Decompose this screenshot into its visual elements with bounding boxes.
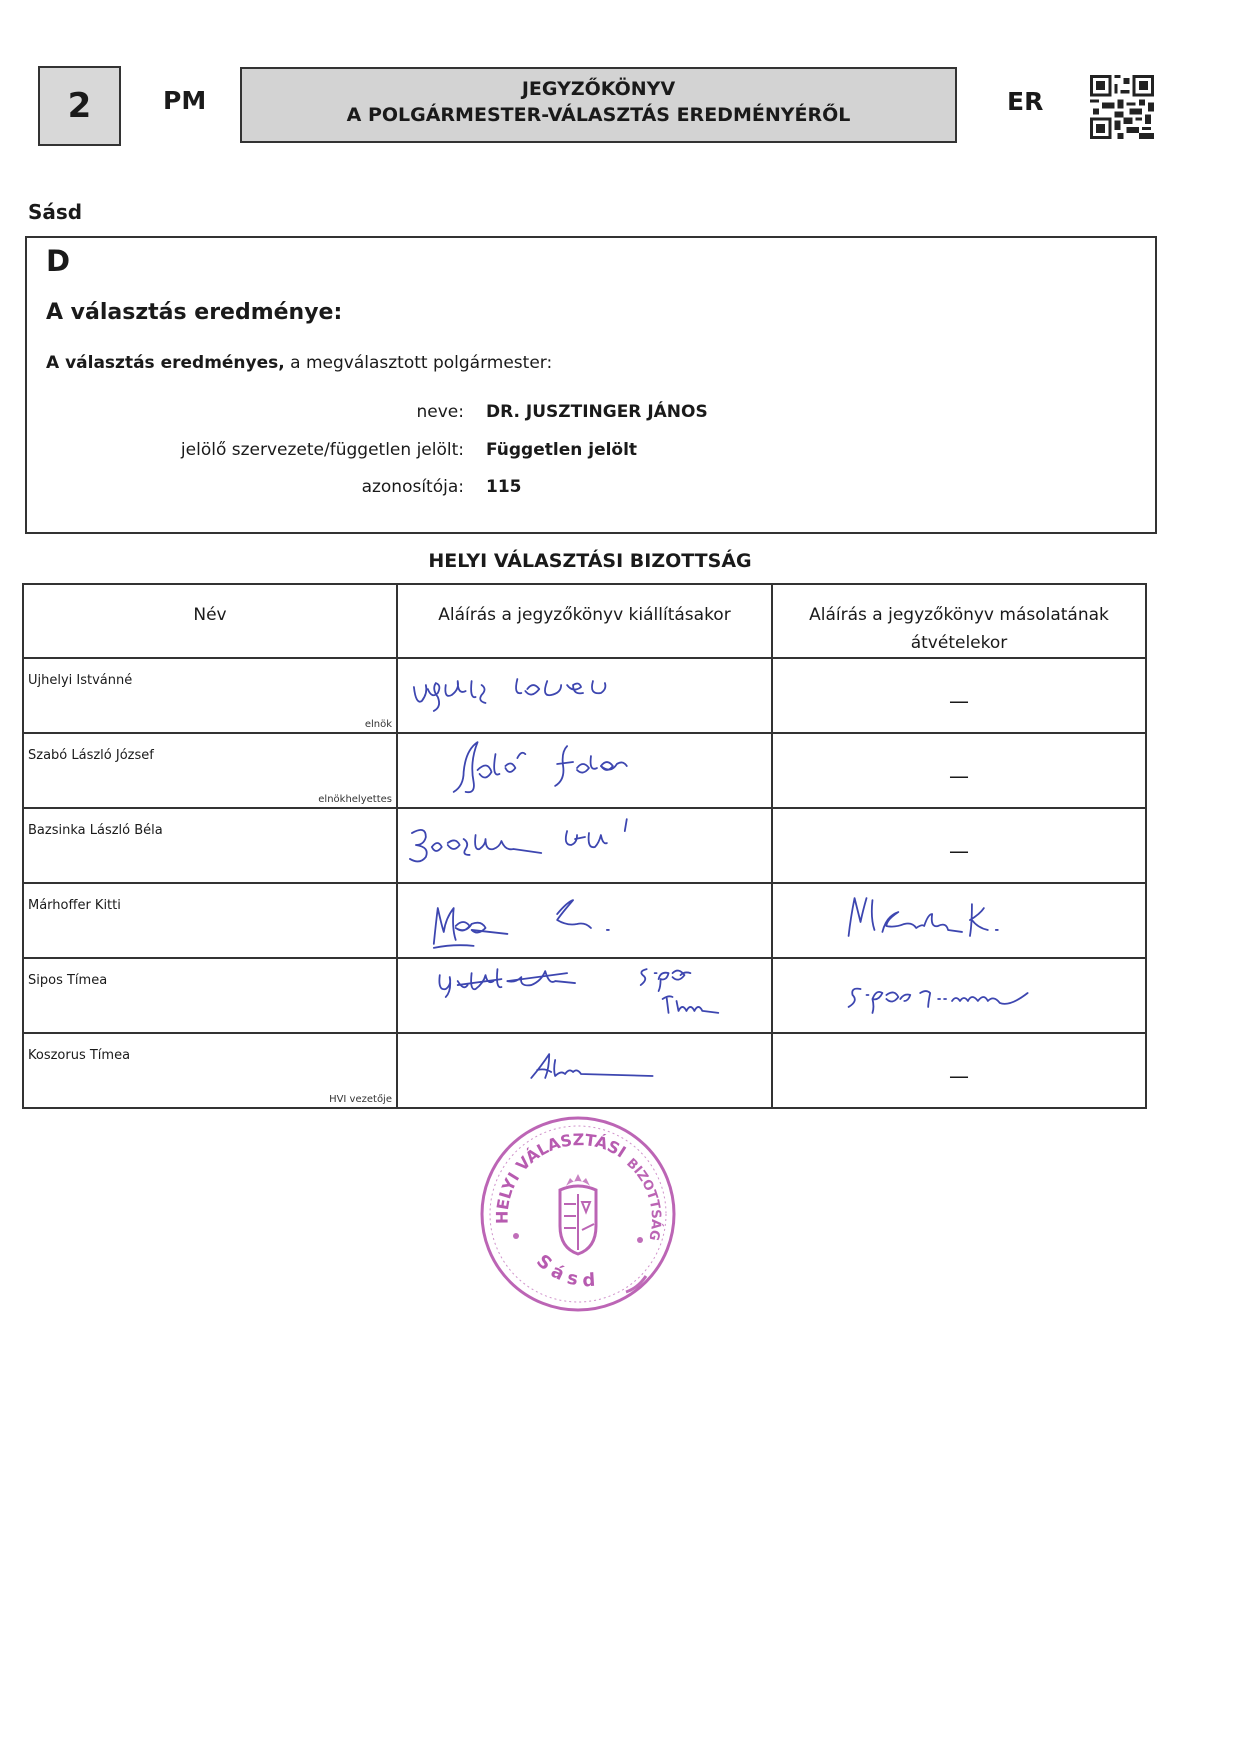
signature-cell (397, 808, 772, 883)
mayor-name-value: DR. JUSZTINGER JÁNOS (486, 402, 708, 422)
table-row (23, 1033, 1146, 1108)
svg-text:Sásd (532, 1251, 602, 1292)
member-cell (23, 658, 397, 733)
nominating-org-label: jelölő szervezete/független jelölt: (180, 440, 464, 460)
member-role: elnök (364, 719, 392, 730)
member-role: elnökhelyettes (318, 794, 392, 805)
copy-signature-cell (772, 658, 1146, 733)
no-signature-dash: — (949, 1064, 969, 1088)
nominating-org-value: Független jelölt (486, 440, 638, 460)
member-name: Ujhelyi Istvánné (28, 673, 133, 688)
copy-signature-cell (772, 1033, 1146, 1108)
member-cell (23, 1033, 397, 1108)
stamp-text-right: BIZOTTSÁG (623, 1155, 664, 1242)
handwritten-signature (773, 884, 1145, 957)
signature-table (22, 583, 1147, 1109)
signature-cell (397, 883, 772, 958)
no-signature-dash: — (949, 839, 969, 863)
table-row (23, 958, 1146, 1033)
section-heading: A választás eredménye: (46, 300, 343, 325)
signature-cell (397, 733, 772, 808)
member-role: HVI vezetője (329, 1094, 392, 1105)
svg-text:BIZOTTSÁG (623, 1156, 664, 1242)
mayor-name-label: neve: (416, 402, 464, 422)
member-name: Bazsinka László Béla (28, 823, 163, 838)
no-signature-dash: — (949, 689, 969, 713)
settlement-name: Sásd (28, 200, 83, 224)
result-statement-bold: A választás eredményes, (46, 353, 285, 373)
member-name: Szabó László József (28, 748, 154, 763)
qr-code-icon (1090, 74, 1154, 140)
copy-signature-cell (772, 958, 1146, 1033)
section-letter: D (46, 244, 71, 278)
table-row (23, 883, 1146, 958)
document-title-line2: A POLGÁRMESTER-VÁLASZTÁS EREDMÉNYÉRŐL (346, 104, 851, 126)
table-row (23, 733, 1146, 808)
member-cell (23, 883, 397, 958)
column-header-signature-copy (772, 584, 1146, 658)
member-name: Koszorus Tímea (28, 1048, 131, 1063)
coat-of-arms-icon (560, 1174, 596, 1254)
copy-signature-cell (772, 883, 1146, 958)
table-row (23, 808, 1146, 883)
column-header-name: Név (23, 584, 397, 658)
signature-cell (397, 958, 772, 1033)
document-title (240, 67, 957, 143)
handwritten-signature (398, 1034, 771, 1107)
signature-cell (397, 658, 772, 733)
form-code-right: ER (1007, 87, 1044, 116)
stamp-text-bottom: Sásd (532, 1250, 602, 1292)
candidate-id-label: azonosítója: (361, 477, 464, 497)
result-statement (46, 353, 552, 373)
handwritten-signature (398, 659, 771, 732)
handwritten-signature (398, 884, 771, 957)
handwritten-signature (398, 809, 771, 882)
signature-cell (397, 1033, 772, 1108)
handwritten-signature (773, 959, 1145, 1032)
column-header-signature-copy-text: Aláírás a jegyzőkönyv másolatának átvételekor (809, 605, 1109, 653)
stamp-text-top: HELYI VÁLASZTÁSI (492, 1130, 630, 1225)
table-header-row (23, 584, 1146, 658)
candidate-id-value: 115 (486, 477, 522, 497)
form-code-left: PM (163, 86, 207, 115)
committee-title: HELYI VÁLASZTÁSI BIZOTTSÁG (428, 550, 752, 572)
member-name: Márhoffer Kitti (28, 898, 121, 913)
member-cell (23, 808, 397, 883)
copy-signature-cell (772, 808, 1146, 883)
table-row (23, 658, 1146, 733)
committee-stamp-icon (476, 1112, 680, 1316)
handwritten-signature (398, 959, 771, 1032)
handwritten-signature (398, 734, 771, 807)
column-header-signature-issue: Aláírás a jegyzőkönyv kiállításakor (397, 584, 772, 658)
form-number: 2 (38, 66, 121, 146)
member-cell (23, 733, 397, 808)
no-signature-dash: — (949, 764, 969, 788)
copy-signature-cell (772, 733, 1146, 808)
result-statement-rest: a megválasztott polgármester: (284, 353, 553, 373)
member-name: Sipos Tímea (28, 973, 108, 988)
member-cell (23, 958, 397, 1033)
document-title-line1: JEGYZŐKÖNYV (521, 78, 676, 100)
